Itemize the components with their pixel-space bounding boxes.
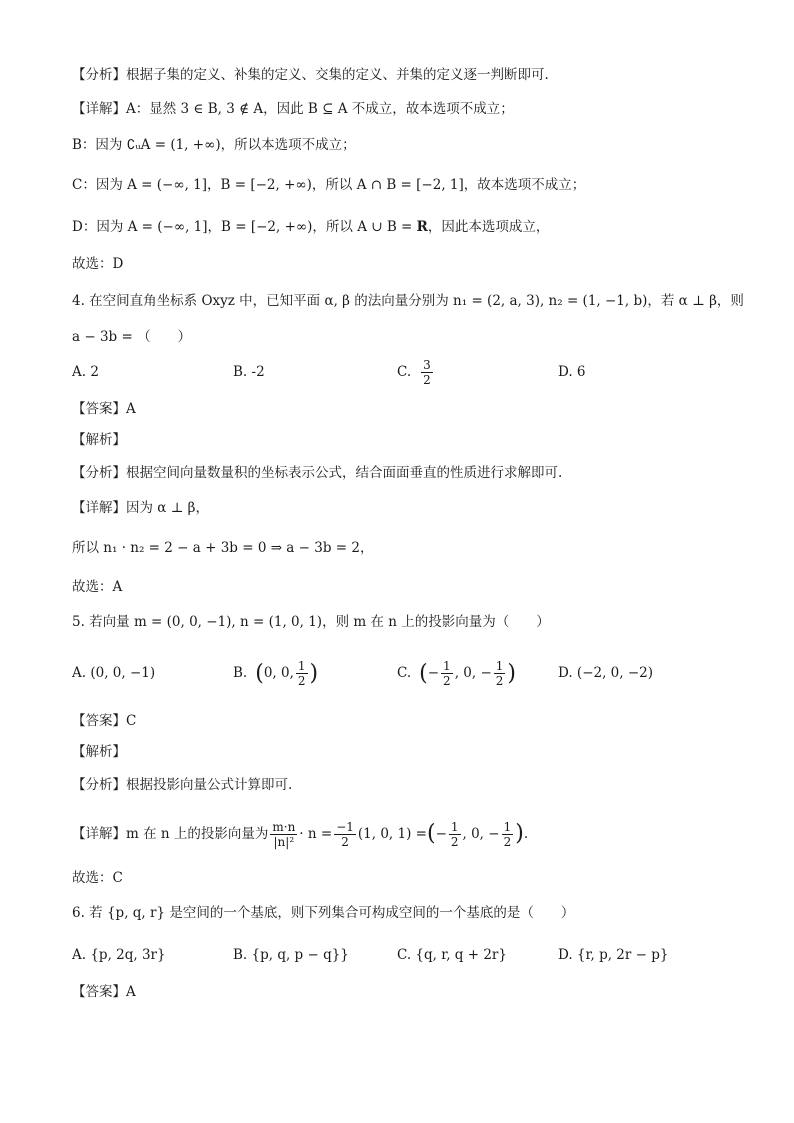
option-d: D. (−2, 0, −2) xyxy=(558,665,654,681)
analysis-q5: 【分析】根据投影向量公式计算即可. xyxy=(72,777,293,793)
option-c: C. {q, r, q + 2r} xyxy=(397,947,507,963)
option-a: A. {p, 2q, 3r} xyxy=(72,947,166,963)
option-d: D. 6 xyxy=(558,364,586,380)
fraction: $\frac{1}{2}$ xyxy=(450,819,459,849)
fraction: $\frac{-1}{2}$ xyxy=(336,819,354,849)
fraction: $\frac{3}{2}$ xyxy=(423,357,431,387)
option-a: A. (0, 0, −1) xyxy=(72,665,156,681)
answer-q4: 【答案】A xyxy=(72,401,136,417)
option-b: B. -2 xyxy=(233,364,265,380)
analysis-q4: 【分析】根据空间向量数量积的坐标表示公式，结合面面垂直的性质进行求解即可. xyxy=(72,465,563,481)
question-4-options xyxy=(72,350,722,394)
question-5-options xyxy=(72,651,722,695)
fraction: $\frac{1}{2}$ xyxy=(503,819,512,849)
projection-fraction: $\frac{m\cdot n}{\text{|n|²}}$ xyxy=(272,819,296,849)
selection-q5: 故选：C xyxy=(72,870,123,886)
detail-line-a: 【详解】A：显然 3 ∈ B, 3 ∉ A，因此 B ⊆ A 不成立，故本选项不成立； xyxy=(72,101,514,117)
question-6-options xyxy=(72,933,722,977)
question-4-cont: a − 3b = （ ） xyxy=(72,329,192,345)
analysis-line-q3: 【分析】根据子集的定义、补集的定义、交集的定义、并集的定义逐一判断即可. xyxy=(72,67,549,83)
fraction: $\frac{1}{2}$ xyxy=(443,658,451,688)
solution-heading-q4: 【解析】 xyxy=(72,432,126,448)
answer-q6: 【答案】A xyxy=(72,984,136,1000)
option-b: B. ( 0, 0, $\frac{1}{2}$ ) xyxy=(233,658,319,688)
question-5: 5. 若向量 m = (0, 0, −1), n = (1, 0, 1)，则 m 在 n 上的投影向量为（ ） xyxy=(72,614,550,630)
detail-q5: 【详解】m 在 n 上的投影向量为 $\frac{m\cdot n}{\text{|n|²}}$ · n = $\frac{-1}{2}$ (1, 0, 1) = ( − $\frac{1}{2}$ , 0, − $\frac{1}{2}$ ) . xyxy=(72,819,529,849)
detail-line-d: D：因为 A = (−∞, 1]，B = [−2, +∞)，所以 A ∪ B = R，因此本选项成立， xyxy=(72,219,550,235)
detail-q4: 【详解】因为 α ⊥ β， xyxy=(72,500,209,516)
option-b: B. {p, q, p − q}} xyxy=(233,947,349,963)
answer-q5: 【答案】C xyxy=(72,713,137,729)
fraction: $\frac{1}{2}$ xyxy=(495,658,504,688)
selection-q3: 故选：D xyxy=(72,256,124,272)
question-4: 4. 在空间直角坐标系 Oxyz 中，已知平面 α, β 的法向量分别为 n₁ = (2, a, 3), n₂ = (1, −1, b)，若 α ⊥ β，则 xyxy=(72,293,744,309)
detail-line-c: C：因为 A = (−∞, 1]，B = [−2, +∞)，所以 A ∩ B = [−2, 1]，故本选项不成立； xyxy=(72,177,586,193)
selection-q4: 故选：A xyxy=(72,579,123,595)
fraction: $\frac{1}{2}$ xyxy=(297,658,306,688)
option-d: D. {r, p, 2r − p} xyxy=(558,947,669,963)
solution-heading-q5: 【解析】 xyxy=(72,744,126,760)
real-set-symbol: R xyxy=(416,219,428,235)
calculation-q4: 所以 n₁ · n₂ = 2 − a + 3b = 0 ⇒ a − 3b = 2， xyxy=(72,540,374,556)
option-c: C. $\frac{3}{2}$ xyxy=(397,357,431,387)
option-c: C. ( − $\frac{1}{2}$ , 0, − $\frac{1}{2}$ ) xyxy=(397,658,516,688)
detail-line-b: B：因为 ∁ᵤA = (1, +∞)，所以本选项不成立； xyxy=(72,137,356,153)
option-a: A. 2 xyxy=(72,364,99,380)
question-6: 6. 若 {p, q, r} 是空间的一个基底，则下列集合可构成空间的一个基底的是（ ） xyxy=(72,905,575,921)
